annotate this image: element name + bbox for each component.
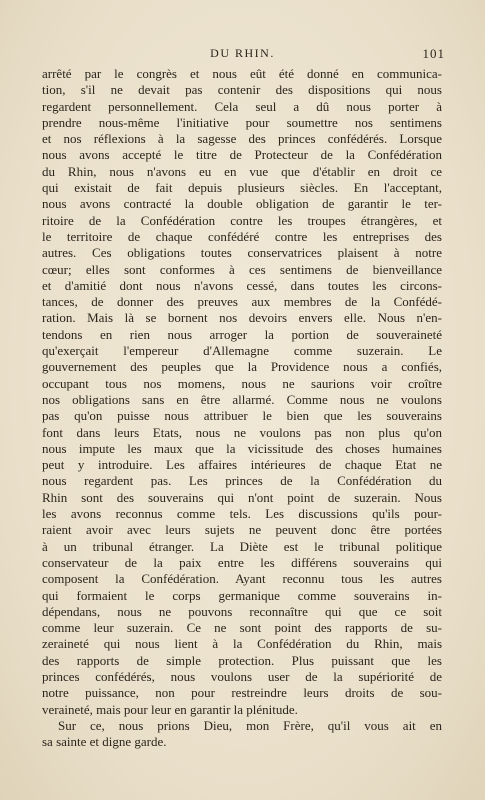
text-line: nous avons accepté le titre de Protecteur de la Confédération	[42, 147, 442, 163]
text-line: ration. Mais là se bornent nos devoirs envers elle. Nous n'en-	[42, 310, 442, 326]
body-text	[42, 66, 442, 750]
running-header	[40, 46, 445, 64]
text-line: à un tribunal étranger. La Diète est le tribunal politique	[42, 538, 442, 554]
text-line: composent la Confédération. Ayant reconnu tous les autres	[42, 571, 442, 587]
text-line: dépendans, nous ne pouvons reconnaître qui que ce soit	[42, 603, 442, 619]
text-line: et d'amitié dont nous n'avons cessé, dans toutes les circons-	[42, 277, 442, 293]
text-line: peut y introduire. Les affaires intérieures de chaque Etat ne	[42, 457, 442, 473]
text-line: les avons reconnus comme tels. Les discussions qu'ils pour-	[42, 506, 442, 522]
text-line: raient avoir avec leurs sujets ne peuvent donc être portées	[42, 522, 442, 538]
text-line: tances, de donner des preuves aux membres de la Confédé-	[42, 294, 442, 310]
page-number: 101	[422, 46, 445, 61]
text-line: qui existait de fait depuis plusieurs siècles. En l'acceptant,	[42, 180, 442, 196]
running-title: DU RHIN.	[210, 46, 275, 60]
text-line: Rhin sont des souverains qui n'ont point de suzerain. Nous	[42, 489, 442, 505]
text-line: arrêté par le congrès et nous eût été donné en communica-	[42, 66, 442, 81]
text-line: des rapports de simple protection. Plus puissant que les	[42, 652, 442, 668]
text-line: zeraineté qui nous lient à la Confédération du Rhin, mais	[42, 636, 442, 652]
text-line: le territoire de chaque confédéré contre les entreprises des	[42, 228, 442, 244]
text-line: ritoire de la Confédération contre les troupes étrangères, et	[42, 212, 442, 228]
text-line: notre puissance, non pour restreindre leurs droits de sou-	[42, 685, 442, 701]
text-line: tion, s'il ne devait pas contenir des dispositions qui nous	[42, 82, 442, 98]
text-line: qu'exerçait l'empereur d'Allemagne comme suzerain. Le	[42, 343, 442, 359]
text-line: prendre nous-même l'initiative pour soumettre nos sentimens	[42, 114, 442, 130]
text-line: conservateur de la paix entre les différens souverains qui	[42, 554, 442, 570]
closing-line-end: sa sainte et digne garde.	[42, 734, 167, 750]
closing-line: Sur ce, nous prions Dieu, mon Frère, qu'il vous ait en	[58, 717, 442, 733]
text-line: tendons en rien nous arroger la portion de souveraineté	[42, 326, 442, 342]
text-line: font dans leurs Etats, nous ne voulons pas non plus qu'on	[42, 424, 442, 440]
text-line: princes confédérés, nous voulons user de la supériorité de	[42, 668, 442, 684]
text-line: comme leur suzerain. Ce ne sont point des rapports de su-	[42, 620, 442, 636]
text-line: cœur; elles sont conformes à ces sentimens de bienveillance	[42, 261, 442, 277]
text-line: veraineté, mais pour leur en garantir la plénitude.	[42, 701, 298, 717]
text-line: occupant tous nos momens, nous ne saurions voir croître	[42, 375, 442, 391]
text-line: nous impute les maux que la vicissitude des choses humaines	[42, 440, 442, 456]
text-line: qui formaient le corps germanique comme souverains in-	[42, 587, 442, 603]
text-line: du Rhin, nous n'avons eu en vue que d'établir en droit ce	[42, 163, 442, 179]
text-line: gouvernement des peuples que la Providence nous a confiés,	[42, 359, 442, 375]
text-line: autres. Ces obligations toutes conservatrices plaisent à notre	[42, 245, 442, 261]
text-line: nous avons contracté la double obligation de garantir le ter-	[42, 196, 442, 212]
text-line: pas qu'on puisse nous attribuer le bien que les souverains	[42, 408, 442, 424]
text-line: nos obligations sans en être allarmé. Comme nous ne voulons	[42, 391, 442, 407]
text-line: regardent personnellement. Cela seul a dû nous porter à	[42, 98, 442, 114]
text-line: et nos réflexions à la sagesse des princes confédérés. Lorsque	[42, 131, 442, 147]
text-line: nous regardent pas. Les princes de la Confédération du	[42, 473, 442, 489]
